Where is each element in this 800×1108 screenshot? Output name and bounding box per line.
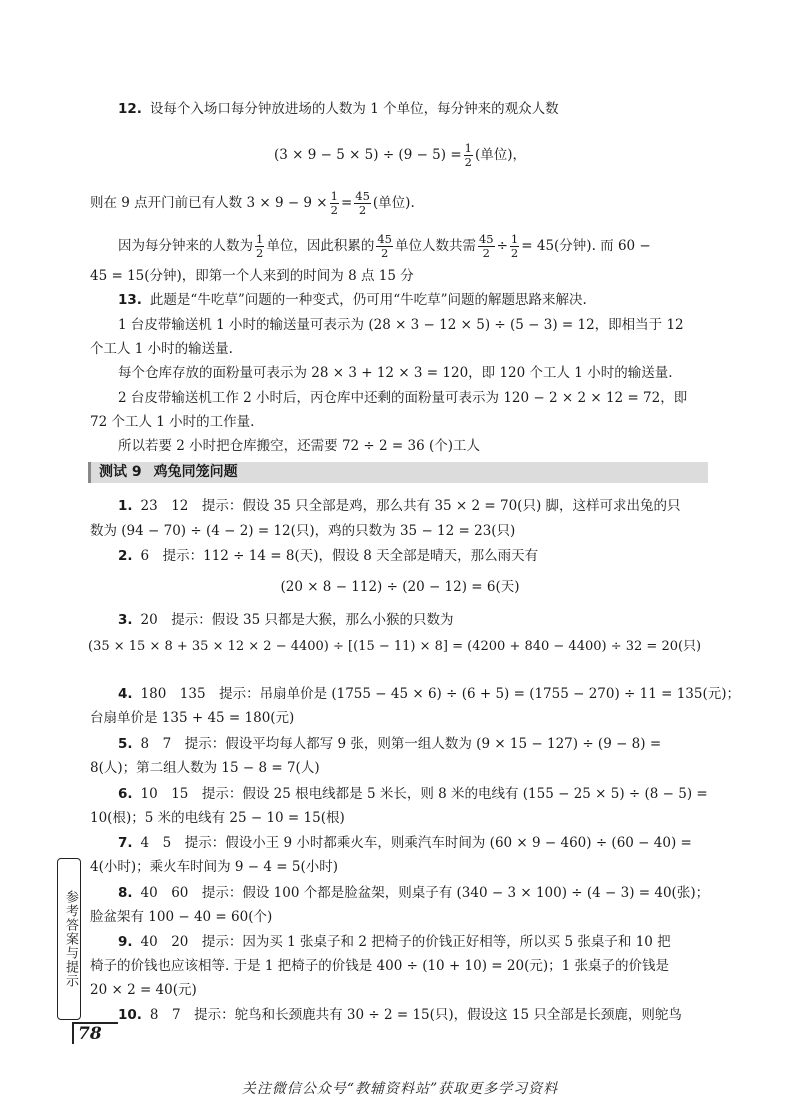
section-label: 测试 9 [99, 464, 142, 480]
fraction: $\frac{45}{2}$ [377, 231, 392, 260]
problem-12-line-1: 12. 设每个入场口每分钟放进场的人数为 1 个单位，每分钟来的观众人数 [118, 101, 559, 117]
problem-number: 12. [118, 101, 142, 117]
problem-13-line-7: 所以若要 2 小时把仓库搬空，还需要 72 ÷ 2 = 36 (个)工人 [118, 438, 481, 454]
answer-2-line-1: 2. 6 提示：112 ÷ 14 = 8(天)，假设 8 天全部是晴天，那么雨天有 [118, 548, 539, 564]
side-tab: 参考答案与提示 [57, 858, 81, 1020]
fraction: $\frac{1}{2}$ [464, 140, 472, 169]
answer-5-line-1: 5. 8 7 提示：假设平均每人都写 9 张，则第一组人数为 (9 × 15 − 127) ÷ (9 − 8) = [118, 736, 662, 752]
answer-3-equation: (35 × 15 × 8 + 35 × 12 × 2 − 4400) ÷ [(15 − 11) × 8] = (4200 + 840 − 4400) ÷ 32 = 20(只) [88, 639, 702, 654]
problem-number: 13. [118, 292, 142, 308]
fraction: $\frac{1}{2}$ [330, 188, 338, 217]
fraction: $\frac{1}{2}$ [256, 231, 264, 260]
answer-2-equation: (20 × 8 − 112) ÷ (20 − 12) = 6(天) [280, 579, 520, 595]
answer-6-line-2: 10(根)；5 米的电线有 25 − 10 = 15(根) [90, 810, 345, 826]
footer-note: 关注微信公众号“教辅资料站”获取更多学习资料 [241, 1081, 559, 1097]
problem-13-line-2: 1 台皮带输送机 1 小时的输送量可表示为 (28 × 3 − 12 × 5) ÷ (5 − 3) = 12，即相当于 12 [118, 317, 684, 333]
section-title: 鸡兔同笼问题 [153, 464, 238, 480]
answer-9-line-3: 20 × 2 = 40(元) [90, 982, 197, 998]
fraction: $\frac{45}{2}$ [355, 188, 370, 217]
answer-1-line-2: 数为 (94 − 70) ÷ (4 − 2) = 12(只)，鸡的只数为 35 − 12 = 23(只) [90, 523, 516, 539]
answer-5-line-2: 8(人)；第二组人数为 15 − 8 = 7(人) [90, 760, 320, 776]
answer-8-line-2: 脸盆架有 100 − 40 = 60(个) [90, 909, 273, 925]
answer-8-line-1: 8. 40 60 提示：假设 100 个都是脸盆架，则桌子有 (340 − 3 × 100) ÷ (4 − 3) = 40(张)； [118, 885, 710, 901]
page-number: 78 [72, 1022, 118, 1044]
answer-6-line-1: 6. 10 15 提示：假设 25 根电线都是 5 米长，则 8 米的电线有 (155 − 25 × 5) ÷ (8 − 5) = [118, 786, 708, 802]
fraction: $\frac{1}{2}$ [510, 231, 519, 260]
answer-1-line-1: 1. 23 12 提示：假设 35 只全部是鸡，那么共有 35 × 2 = 70(只) 脚，这样可求出兔的只 [118, 498, 681, 514]
problem-13-line-4: 每个仓库存放的面粉量可表示为 28 × 3 + 12 × 3 = 120，即 120 个工人 1 小时的输送量. [118, 365, 673, 381]
answer-10-line-1: 10. 8 7 提示：鸵鸟和长颈鹿共有 30 ÷ 2 = 15(只)，假设这 15 只全部是长颈鹿，则鸵鸟 [118, 1007, 682, 1023]
problem-12-line-3: 则在 9 点开门前已有人数 3 × 9 − 9 × $\frac{1}{2}$ = $\frac{45}{2}$ (单位). [90, 188, 415, 217]
problem-13-line-6: 72 个工人 1 小时的工作量. [90, 414, 255, 430]
answer-9-line-2: 椅子的价钱也应该相等. 于是 1 把椅子的价钱是 400 ÷ (10 + 10) = 20(元)；1 张桌子的价钱是 [90, 958, 669, 974]
answer-7-line-1: 7. 4 5 提示：假设小王 9 小时都乘火车，则乘汽车时间为 (60 × 9 − 460) ÷ (60 − 40) = [118, 835, 692, 851]
section-header [88, 462, 708, 483]
answer-4-line-2: 台扇单价是 135 + 45 = 180(元) [90, 710, 295, 726]
problem-13-line-3: 个工人 1 小时的输送量. [90, 341, 233, 357]
answer-9-line-1: 9. 40 20 提示：因为买 1 张桌子和 2 把椅子的价钱正好相等，所以买 5 张桌子和 10 把 [118, 934, 671, 950]
problem-12-line-4: 因为每分钟来的人数为 $\frac{1}{2}$ 单位，因此积累的 $\frac{45}{2}$ 单位人数共需 $\frac{45}{2}$ ÷ $\frac{1}{2}$ = 45(分钟). 而 60 − [118, 231, 651, 260]
problem-12-equation: (3 × 9 − 5 × 5) ÷ (9 − 5) = $\frac{1}{2}$ (单位)， [273, 140, 527, 169]
problem-12-line-5: 45 = 15(分钟)，即第一个人来到的时间为 8 点 15 分 [90, 268, 414, 284]
answer-7-line-2: 4(小时)；乘火车时间为 9 − 4 = 5(小时) [90, 859, 339, 875]
problem-13-line-5: 2 台皮带输送机工作 2 小时后，丙仓库中还剩的面粉量可表示为 120 − 2 × 2 × 12 = 72，即 [118, 390, 688, 406]
problem-13-line-1: 13. 此题是“牛吃草”问题的一种变式，仍可用“牛吃草”问题的解题思路来解决. [118, 292, 587, 308]
answer-4-line-1: 4. 180 135 提示：吊扇单价是 (1755 − 45 × 6) ÷ (6 + 5) = (1755 − 270) ÷ 11 = 135(元)； [118, 686, 741, 702]
answer-3-line-1: 3. 20 提示：假设 35 只都是大猴，那么小猴的只数为 [118, 612, 454, 628]
fraction: $\frac{45}{2}$ [478, 231, 494, 260]
